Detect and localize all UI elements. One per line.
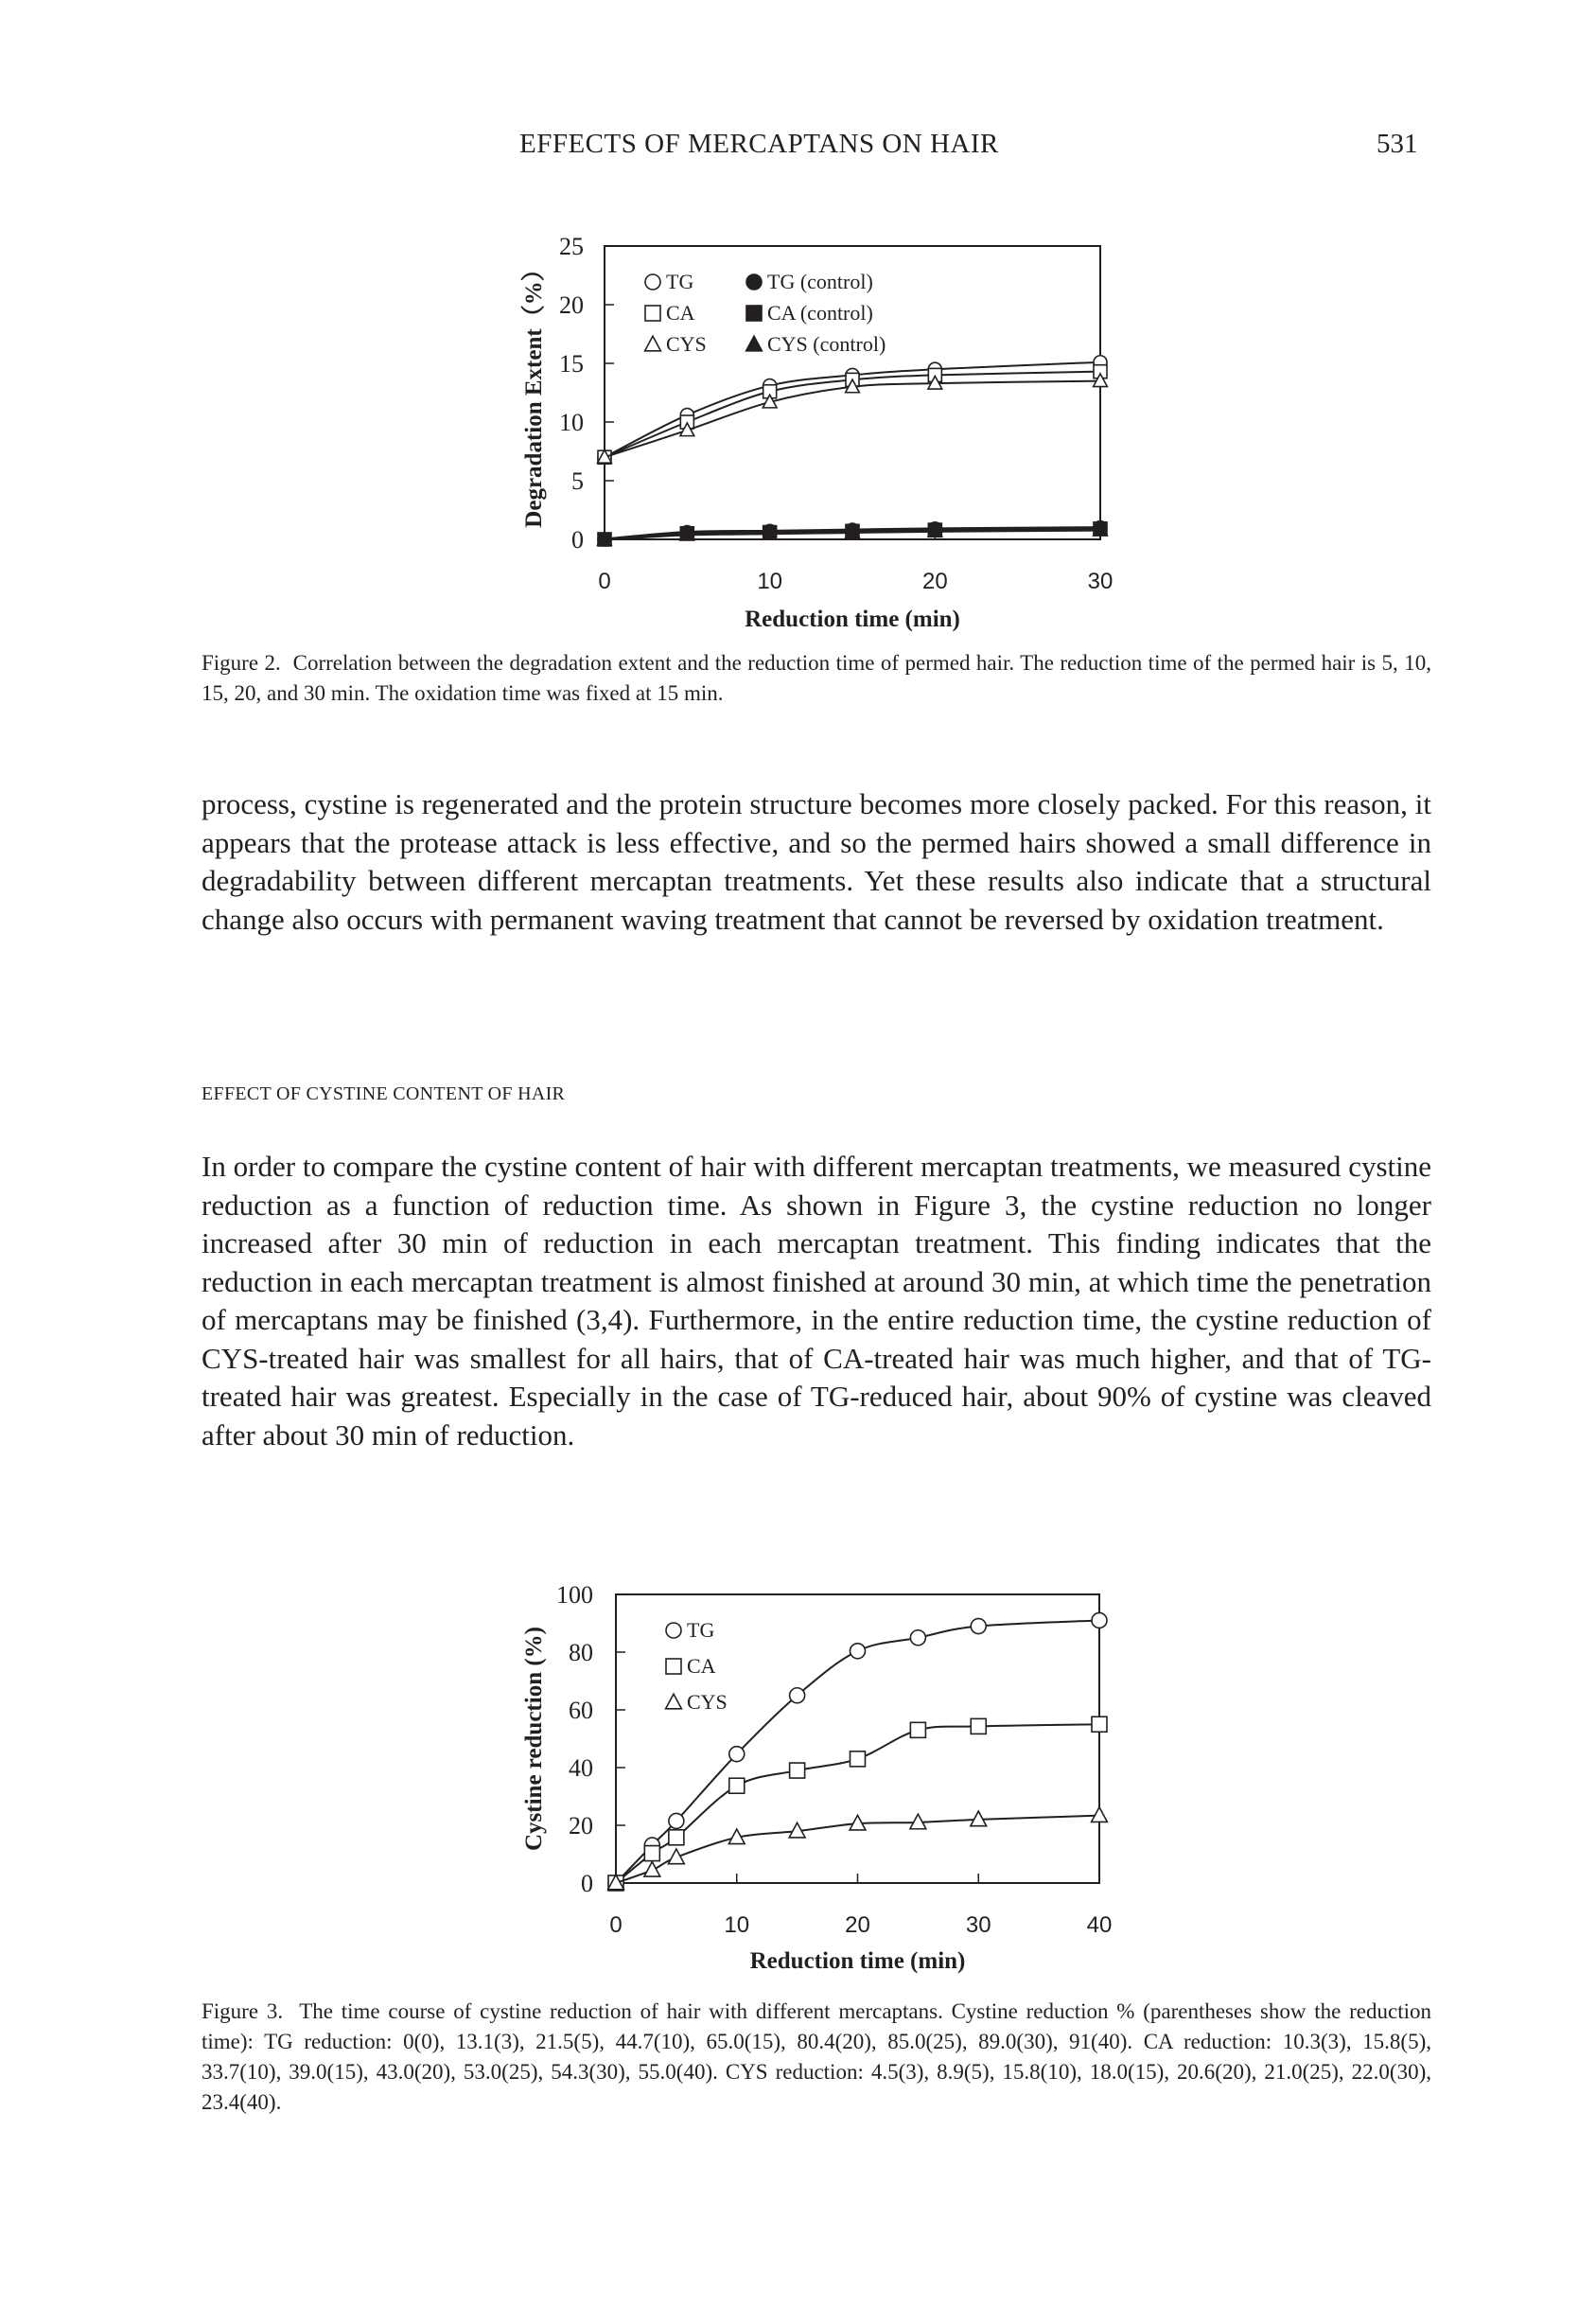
y-tick-label: 60: [569, 1697, 593, 1724]
legend-marker: [746, 274, 762, 290]
page-number: 531: [1377, 129, 1418, 159]
data-point: [1092, 1807, 1108, 1822]
data-point: [790, 1688, 805, 1703]
running-title: EFFECTS OF MERCAPTANS ON HAIR: [519, 129, 999, 159]
y-tick-label: 15: [559, 350, 584, 378]
legend-label: CYS: [687, 1690, 728, 1714]
legend: [666, 1618, 728, 1714]
legend-label: TG (control): [767, 270, 873, 293]
legend-label: CYS (control): [767, 332, 886, 356]
legend-label: CA (control): [767, 301, 873, 325]
data-point: [729, 1747, 745, 1762]
series-tg: [598, 356, 1107, 464]
data-point: [910, 1630, 925, 1646]
y-axis-label: Degradation Extent（%）: [521, 257, 547, 528]
data-point: [644, 1861, 660, 1876]
y-tick-label: 5: [571, 467, 584, 495]
y-tick-label: 10: [559, 409, 584, 436]
figure-2-chart: [0, 0, 1596, 643]
data-point: [971, 1619, 986, 1634]
x-tick-label: 0: [609, 1912, 623, 1938]
data-point: [971, 1718, 986, 1734]
x-tick-label: 20: [845, 1912, 870, 1938]
data-point: [1092, 1612, 1107, 1628]
data-point: [669, 1830, 684, 1845]
figure-3-caption: [202, 1997, 1431, 2118]
data-point: [851, 1644, 866, 1659]
legend-label: TG: [687, 1618, 715, 1642]
figure-2-caption-text: Correlation between the degradation extent and the reduction time of permed hair. The reduction time of the permed hair is 5, 10, 15, 20, and 30 min. The oxidation time was fixed at 15 min.: [202, 651, 1431, 705]
data-point: [644, 1846, 659, 1861]
figure-2-label: Figure 2.: [202, 651, 281, 675]
legend-marker: [746, 336, 763, 351]
data-point: [668, 1849, 684, 1864]
legend-marker: [666, 1623, 681, 1638]
x-tick-label: 40: [1086, 1912, 1113, 1938]
data-point: [790, 1763, 805, 1778]
x-tick-label: 0: [598, 569, 611, 594]
y-tick-label: 20: [569, 1812, 593, 1840]
section-heading: EFFECT OF CYSTINE CONTENT OF HAIR: [202, 1083, 566, 1104]
legend-marker: [666, 1659, 681, 1674]
x-tick-label: 30: [965, 1912, 991, 1938]
paragraph-1: process, cystine is regenerated and the protein structure becomes more closely packed. For this reason, it appears that the protease attack is less effective, and so the permed hairs showed a small difference in degradability between different mercaptan treatments. Yet these results also indicate that a structural change also occurs with permanent waving treatment that cannot be reversed by oxidation treatment.: [202, 787, 1431, 936]
legend: [645, 270, 886, 356]
legend-marker: [645, 306, 660, 321]
data-point: [851, 1752, 866, 1767]
data-point: [910, 1722, 925, 1737]
y-tick-label: 80: [569, 1639, 593, 1666]
y-tick-label: 20: [559, 291, 584, 319]
figure-3-label: Figure 3.: [202, 1999, 284, 2023]
data-point: [1092, 1716, 1107, 1732]
figure-3-chart: [0, 1552, 1596, 1987]
x-tick-label: 20: [921, 569, 948, 594]
x-tick-label: 10: [724, 1912, 750, 1938]
y-tick-label: 0: [581, 1870, 593, 1897]
data-point: [669, 1813, 684, 1828]
legend-label: CYS: [666, 332, 707, 356]
series-cys: [598, 374, 1108, 463]
data-point: [729, 1778, 745, 1793]
series-line: [616, 1724, 1099, 1883]
y-tick-label: 40: [569, 1754, 593, 1782]
legend-marker: [666, 1694, 682, 1709]
figure-2-caption: [202, 648, 1431, 709]
legend-label: TG: [666, 270, 694, 293]
legend-label: CA: [666, 301, 695, 325]
legend-label: CA: [687, 1654, 716, 1678]
y-tick-label: 100: [556, 1581, 593, 1609]
y-axis-label: Cystine reduction (%): [521, 1626, 547, 1852]
x-axis-label: Reduction time (min): [745, 607, 960, 632]
x-axis-label: Reduction time (min): [749, 1948, 966, 1974]
x-tick-label: 30: [1087, 569, 1114, 594]
y-tick-label: 25: [559, 233, 584, 260]
x-tick-label: 10: [757, 569, 783, 594]
y-tick-label: 0: [571, 526, 584, 554]
legend-marker: [645, 336, 661, 351]
y-axis: [559, 233, 614, 554]
figure-3-caption-text: The time course of cystine reduction of hair with different mercaptans. Cystine reduction % (parentheses show the reduction time): TG reduction: 0(0), 13.1(3), 21.5(5), 44.7(10), 65.0(15), 80.4(20), 85.0(25), 89.0(30), 91(40). CA reduction: 10.3(3), 15.8(5), 33.7(10), 39.0(15), 43.0(20), 53.0(25), 54.3(30), 55.0(40). CYS reduction: 4.5(3), 8.9(5), 15.8(10), 18.0(15), 20.6(20), 21.0(25), 22.0(30), 23.4(40).: [202, 1999, 1431, 2114]
legend-marker: [746, 306, 762, 321]
legend-marker: [645, 274, 660, 290]
paragraph-2: In order to compare the cystine content of hair with different mercaptan treatments, we measured cystine reduction as a function of reduction time. As shown in Figure 3, the cystine reduction no longer increased after 30 min of reduction in each mercaptan treatment. This finding indicates that the reduction in each mercaptan treatment is almost finished at around 30 min, at which time the penetration of mercaptans may be finished (3,4). Furthermore, in the entire reduction time, the cystine reduction of CYS-treated hair was smallest for all hairs, that of CA-treated hair was much higher, and that of TG-treated hair was greatest. Especially in the case of TG-reduced hair, about 90% of cystine was cleaved after about 30 min of reduction.: [202, 1150, 1431, 1452]
series-cys-control: [598, 522, 1108, 545]
